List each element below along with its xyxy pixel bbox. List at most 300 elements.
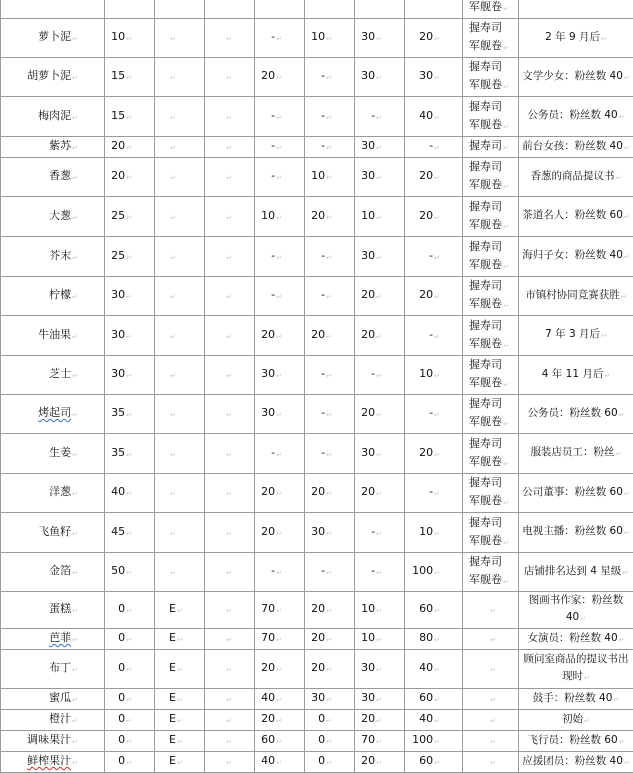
table-row-top (1, 0, 633, 19)
paragraph-mark-icon: ↵ (170, 214, 176, 222)
value-cell-c4 (205, 316, 255, 356)
table-row (1, 731, 633, 752)
unlock-condition: 7 年 3 月后 (545, 328, 600, 340)
value-cell-c6 (305, 19, 355, 58)
paragraph-mark-icon: ↵ (170, 74, 176, 82)
cell-empty (105, 0, 155, 19)
paragraph-mark-icon: ↵ (177, 738, 183, 746)
paragraph-mark-icon: ↵ (126, 333, 132, 341)
paragraph-mark-icon: ↵ (503, 420, 509, 428)
value-cell-c7 (355, 316, 405, 356)
cell-empty (305, 0, 355, 19)
ingredient-name: 洋葱 (49, 485, 71, 498)
ingredient-name: 调味果汁 (27, 733, 71, 746)
paragraph-mark-icon: ↵ (72, 74, 78, 82)
sushi-type-text: 军舰卷 (469, 0, 502, 13)
sushi-type-line (469, 395, 516, 413)
value-c8: - (429, 249, 433, 262)
value-c6: - (321, 288, 325, 301)
paragraph-mark-icon: ↵ (490, 636, 496, 644)
paragraph-mark-icon: ↵ (490, 696, 496, 704)
paragraph-mark-icon: ↵ (434, 666, 440, 674)
sushi-type-cell (463, 434, 519, 474)
paragraph-mark-icon: ↵ (376, 569, 382, 577)
paragraph-mark-icon: ↵ (126, 666, 132, 674)
value-c6: 30 (311, 525, 325, 538)
value-cell-c5 (255, 650, 305, 689)
value-c7: 30 (361, 169, 375, 182)
value-cell-c7 (355, 395, 405, 434)
ingredient-name-cell (1, 752, 105, 773)
sushi-type-text: 握寿司 (469, 160, 502, 173)
sushi-type-cell (463, 137, 519, 158)
ingredient-name: 芝士 (49, 367, 71, 380)
value-cell-c5 (255, 58, 305, 97)
value-cell-c7 (355, 434, 405, 474)
paragraph-mark-icon: ↵ (376, 35, 382, 43)
value-c5: 30 (261, 406, 275, 419)
value-c8: 100 (412, 733, 433, 746)
unlock-condition-cell (519, 592, 633, 629)
ingredient-name: 蛋糕 (49, 602, 71, 615)
value-cell-c4 (205, 97, 255, 137)
value-cell-c8 (405, 19, 463, 58)
value-c6: 10 (311, 30, 325, 43)
value-c3: E (169, 712, 176, 725)
paragraph-mark-icon: ↵ (170, 372, 176, 380)
value-c7: 30 (361, 69, 375, 82)
paragraph-mark-icon: ↵ (170, 490, 176, 498)
unlock-condition-cell (519, 237, 633, 277)
value-c2: 0 (118, 631, 125, 644)
table-row (1, 158, 633, 197)
paragraph-mark-icon: ↵ (276, 717, 282, 725)
paragraph-mark-icon: ↵ (72, 530, 78, 538)
value-c5: 70 (261, 631, 275, 644)
value-cell-c6 (305, 731, 355, 752)
paragraph-mark-icon: ↵ (72, 254, 78, 262)
unlock-condition-cell (519, 316, 633, 356)
paragraph-mark-icon: ↵ (503, 83, 509, 91)
paragraph-mark-icon: ↵ (177, 717, 183, 725)
paragraph-mark-icon: ↵ (326, 451, 332, 459)
paragraph-mark-icon: ↵ (226, 35, 232, 43)
value-c3: E (169, 631, 176, 644)
unlock-condition: 飞行员：粉丝数 60 (527, 734, 617, 746)
value-cell-c3 (155, 629, 205, 650)
paragraph-mark-icon: ↵ (584, 674, 590, 682)
paragraph-mark-icon: ↵ (226, 607, 232, 615)
paragraph-mark-icon: ↵ (226, 569, 232, 577)
paragraph-mark-icon: ↵ (434, 696, 440, 704)
paragraph-mark-icon: ↵ (126, 114, 132, 122)
value-cell-c2 (105, 629, 155, 650)
value-cell-c3 (155, 316, 205, 356)
value-c2: 0 (118, 691, 125, 704)
value-c2: 0 (118, 712, 125, 725)
paragraph-mark-icon: ↵ (276, 214, 282, 222)
value-c2: 30 (111, 367, 125, 380)
paragraph-mark-icon: ↵ (376, 144, 382, 152)
paragraph-mark-icon: ↵ (326, 74, 332, 82)
value-cell-c2 (105, 58, 155, 97)
sushi-type-line (469, 571, 516, 591)
sushi-type-text: 军舰卷 (469, 118, 502, 131)
value-cell-c5 (255, 474, 305, 513)
paragraph-mark-icon: ↵ (624, 490, 630, 498)
value-c5: 20 (261, 661, 275, 674)
value-cell-c4 (205, 752, 255, 773)
value-cell-c2 (105, 19, 155, 58)
paragraph-mark-icon: ↵ (72, 738, 78, 746)
paragraph-mark-icon: ↵ (326, 214, 332, 222)
paragraph-mark-icon: ↵ (72, 293, 78, 301)
value-cell-c7 (355, 58, 405, 97)
paragraph-mark-icon: ↵ (434, 333, 440, 341)
value-c7: - (371, 564, 375, 577)
paragraph-mark-icon: ↵ (434, 636, 440, 644)
value-cell-c4 (205, 710, 255, 731)
sushi-type-text: 军舰卷 (469, 39, 502, 52)
ingredient-name: 飞鱼籽 (38, 525, 71, 538)
cell-empty (205, 0, 255, 19)
paragraph-mark-icon: ↵ (177, 696, 183, 704)
value-c7: 20 (361, 406, 375, 419)
value-cell-c5 (255, 197, 305, 237)
value-c8: 20 (419, 30, 433, 43)
value-c6: - (321, 367, 325, 380)
value-cell-c3 (155, 474, 205, 513)
paragraph-mark-icon: ↵ (490, 607, 496, 615)
value-c5: 60 (261, 733, 275, 746)
sushi-type-line (469, 413, 516, 433)
value-c8: 10 (419, 525, 433, 538)
ingredient-name: 紫苏 (49, 139, 71, 152)
paragraph-mark-icon: ↵ (616, 450, 622, 458)
paragraph-mark-icon: ↵ (624, 144, 630, 152)
ingredient-name-cell (1, 553, 105, 592)
value-c2: 30 (111, 288, 125, 301)
value-cell-c7 (355, 592, 405, 629)
paragraph-mark-icon: ↵ (434, 114, 440, 122)
value-cell-c6 (305, 434, 355, 474)
paragraph-mark-icon: ↵ (72, 214, 78, 222)
paragraph-mark-icon: ↵ (434, 607, 440, 615)
paragraph-mark-icon: ↵ (226, 254, 232, 262)
sushi-type-text: 握寿司 (469, 437, 502, 450)
value-c2: 0 (118, 661, 125, 674)
ingredient-name: 烤起司 (38, 406, 71, 419)
paragraph-mark-icon: ↵ (503, 539, 509, 547)
paragraph-mark-icon: ↵ (376, 636, 382, 644)
value-cell-c8 (405, 58, 463, 97)
ingredient-name-cell (1, 710, 105, 731)
value-cell-c5 (255, 752, 305, 773)
value-c6: - (321, 69, 325, 82)
value-cell-c6 (305, 137, 355, 158)
paragraph-mark-icon: ↵ (326, 254, 332, 262)
unlock-condition: 图画书作家：粉丝数 40 (529, 594, 624, 623)
value-cell-c7 (355, 356, 405, 395)
paragraph-mark-icon: ↵ (503, 144, 509, 152)
paragraph-mark-icon: ↵ (126, 717, 132, 725)
value-c7: 30 (361, 30, 375, 43)
value-c5: 10 (261, 209, 275, 222)
paragraph-mark-icon: ↵ (126, 254, 132, 262)
value-cell-c8 (405, 197, 463, 237)
table-row (1, 197, 633, 237)
sushi-type-cell (463, 689, 519, 710)
value-cell-c4 (205, 513, 255, 553)
value-c2: 25 (111, 249, 125, 262)
paragraph-mark-icon: ↵ (226, 759, 232, 767)
sushi-type-line (469, 474, 516, 492)
paragraph-mark-icon: ↵ (619, 113, 625, 121)
sushi-type-line (469, 19, 516, 37)
value-c7: - (371, 367, 375, 380)
unlock-condition: 茶道名人：粉丝数 60 (522, 209, 623, 221)
paragraph-mark-icon: ↵ (177, 666, 183, 674)
value-cell-c4 (205, 237, 255, 277)
paragraph-mark-icon: ↵ (72, 174, 78, 182)
paragraph-mark-icon: ↵ (326, 696, 332, 704)
value-cell-c4 (205, 689, 255, 710)
paragraph-mark-icon: ↵ (170, 174, 176, 182)
value-cell-c6 (305, 58, 355, 97)
value-cell-c2 (105, 316, 155, 356)
value-cell-c2 (105, 710, 155, 731)
cell-empty (155, 0, 205, 19)
table-row (1, 395, 633, 434)
sushi-type-cell (463, 395, 519, 434)
sushi-type-line (469, 317, 516, 335)
value-cell-c5 (255, 316, 305, 356)
value-c3: E (169, 733, 176, 746)
value-cell-c2 (105, 237, 155, 277)
paragraph-mark-icon: ↵ (490, 717, 496, 725)
value-cell-c6 (305, 629, 355, 650)
ingredient-name-cell (1, 197, 105, 237)
paragraph-mark-icon: ↵ (376, 759, 382, 767)
value-cell-c3 (155, 513, 205, 553)
paragraph-mark-icon: ↵ (376, 451, 382, 459)
sushi-type-cell (463, 731, 519, 752)
value-c7: 30 (361, 139, 375, 152)
paragraph-mark-icon: ↵ (376, 293, 382, 301)
paragraph-mark-icon: ↵ (126, 607, 132, 615)
unlock-condition: 公务员：粉丝数 40 (527, 109, 617, 121)
value-cell-c4 (205, 395, 255, 434)
sushi-type-text: 握寿司 (469, 21, 502, 34)
paragraph-mark-icon: ↵ (503, 223, 509, 231)
value-cell-c6 (305, 650, 355, 689)
value-cell-c6 (305, 553, 355, 592)
value-cell-c7 (355, 97, 405, 137)
paragraph-mark-icon: ↵ (72, 144, 78, 152)
ingredient-name: 柠檬 (49, 288, 71, 301)
unlock-condition: 服装店员工：粉丝 (531, 446, 615, 458)
paragraph-mark-icon: ↵ (226, 666, 232, 674)
paragraph-mark-icon: ↵ (326, 666, 332, 674)
table-row (1, 752, 633, 773)
table-row (1, 513, 633, 553)
value-c8: 10 (419, 367, 433, 380)
paragraph-mark-icon: ↵ (434, 759, 440, 767)
paragraph-mark-icon: ↵ (490, 666, 496, 674)
ingredient-name: 香葱 (49, 169, 71, 182)
value-c6: 0 (318, 733, 325, 746)
paragraph-mark-icon: ↵ (226, 214, 232, 222)
value-c7: 10 (361, 631, 375, 644)
unlock-condition: 电视主播：粉丝数 60 (522, 525, 623, 537)
paragraph-mark-icon: ↵ (126, 372, 132, 380)
value-cell-c8 (405, 316, 463, 356)
paragraph-mark-icon: ↵ (503, 499, 509, 507)
paragraph-mark-icon: ↵ (376, 696, 382, 704)
value-c5: 70 (261, 602, 275, 615)
paragraph-mark-icon: ↵ (584, 717, 590, 725)
value-cell-c2 (105, 689, 155, 710)
value-cell-c6 (305, 395, 355, 434)
value-c6: - (321, 249, 325, 262)
sushi-type-text: 握寿司 (469, 60, 502, 73)
sushi-type-text: 握寿司 (469, 358, 502, 371)
sushi-type-line (469, 374, 516, 394)
paragraph-mark-icon: ↵ (326, 372, 332, 380)
value-c2: 40 (111, 485, 125, 498)
paragraph-mark-icon: ↵ (226, 490, 232, 498)
value-c2: 25 (111, 209, 125, 222)
value-cell-c8 (405, 277, 463, 316)
unlock-condition: 2 年 9 月后 (545, 31, 600, 43)
paragraph-mark-icon: ↵ (276, 333, 282, 341)
value-cell-c5 (255, 158, 305, 197)
ingredient-name: 大葱 (49, 209, 71, 222)
table-row (1, 316, 633, 356)
value-c2: 45 (111, 525, 125, 538)
value-cell-c2 (105, 553, 155, 592)
paragraph-mark-icon: ↵ (126, 74, 132, 82)
paragraph-mark-icon: ↵ (619, 738, 625, 746)
ingredient-name: 布丁 (49, 661, 71, 674)
value-c8: 40 (419, 109, 433, 122)
paragraph-mark-icon: ↵ (434, 530, 440, 538)
value-c8: 20 (419, 288, 433, 301)
paragraph-mark-icon: ↵ (622, 569, 628, 577)
paragraph-mark-icon: ↵ (490, 759, 496, 767)
value-cell-c3 (155, 277, 205, 316)
unlock-condition-cell (519, 474, 633, 513)
paragraph-mark-icon: ↵ (376, 738, 382, 746)
paragraph-mark-icon: ↵ (170, 451, 176, 459)
sushi-type-line (469, 198, 516, 216)
value-c2: 0 (118, 733, 125, 746)
value-c2: 0 (118, 602, 125, 615)
value-cell-c2 (105, 513, 155, 553)
paragraph-mark-icon: ↵ (170, 144, 176, 152)
paragraph-mark-icon: ↵ (376, 174, 382, 182)
value-cell-c4 (205, 19, 255, 58)
paragraph-mark-icon: ↵ (72, 696, 78, 704)
paragraph-mark-icon: ↵ (434, 174, 440, 182)
paragraph-mark-icon: ↵ (503, 123, 509, 131)
unlock-condition: 前台女孩：粉丝数 40 (522, 140, 623, 152)
table-row (1, 434, 633, 474)
sushi-type-line (469, 492, 516, 512)
sushi-type-line (469, 356, 516, 374)
ingredient-name-cell (1, 158, 105, 197)
paragraph-mark-icon: ↵ (226, 114, 232, 122)
unlock-condition: 公司董事：粉丝数 60 (522, 486, 623, 498)
paragraph-mark-icon: ↵ (326, 411, 332, 419)
ingredient-name-cell (1, 474, 105, 513)
ingredient-name: 胡萝卜泥 (27, 69, 71, 82)
value-cell-c5 (255, 689, 305, 710)
value-c7: 70 (361, 733, 375, 746)
paragraph-mark-icon: ↵ (276, 738, 282, 746)
sushi-type-cell (463, 197, 519, 237)
value-c5: 20 (261, 525, 275, 538)
paragraph-mark-icon: ↵ (226, 293, 232, 301)
paragraph-mark-icon: ↵ (503, 44, 509, 52)
value-c6: 0 (318, 712, 325, 725)
paragraph-mark-icon: ↵ (490, 738, 496, 746)
paragraph-mark-icon: ↵ (376, 372, 382, 380)
value-cell-c8 (405, 650, 463, 689)
value-c5: 20 (261, 328, 275, 341)
sushi-type-line (469, 98, 516, 116)
value-cell-c8 (405, 97, 463, 137)
value-c2: 30 (111, 328, 125, 341)
ingredient-name-cell (1, 650, 105, 689)
value-cell-c6 (305, 592, 355, 629)
paragraph-mark-icon: ↵ (376, 74, 382, 82)
paragraph-mark-icon: ↵ (170, 530, 176, 538)
value-c2: 15 (111, 109, 125, 122)
paragraph-mark-icon: ↵ (226, 696, 232, 704)
paragraph-mark-icon: ↵ (326, 717, 332, 725)
sushi-type-line (469, 238, 516, 256)
sushi-type-line (469, 158, 516, 176)
value-cell-c8 (405, 137, 463, 158)
paragraph-mark-icon: ↵ (619, 411, 625, 419)
paragraph-mark-icon: ↵ (326, 530, 332, 538)
paragraph-mark-icon: ↵ (170, 293, 176, 301)
sushi-type-cell (463, 58, 519, 97)
paragraph-mark-icon: ↵ (126, 144, 132, 152)
value-cell-c6 (305, 356, 355, 395)
value-cell-c7 (355, 513, 405, 553)
ingredient-name: 蜜瓜 (49, 691, 71, 704)
paragraph-mark-icon: ↵ (503, 5, 509, 13)
unlock-condition: 女演员：粉丝数 40 (527, 632, 617, 644)
value-cell-c3 (155, 197, 205, 237)
paragraph-mark-icon: ↵ (434, 411, 440, 419)
value-cell-c7 (355, 19, 405, 58)
unlock-condition-cell (519, 395, 633, 434)
ingredient-name: 梅肉泥 (38, 109, 71, 122)
paragraph-mark-icon: ↵ (177, 636, 183, 644)
paragraph-mark-icon: ↵ (170, 333, 176, 341)
paragraph-mark-icon: ↵ (126, 214, 132, 222)
ingredient-name-cell (1, 137, 105, 158)
unlock-condition: 初始 (562, 713, 583, 725)
paragraph-mark-icon: ↵ (326, 607, 332, 615)
sushi-type-cell (463, 650, 519, 689)
table-row (1, 629, 633, 650)
unlock-condition: 鼓手：粉丝数 40 (533, 692, 613, 704)
sushi-type-line (469, 295, 516, 315)
